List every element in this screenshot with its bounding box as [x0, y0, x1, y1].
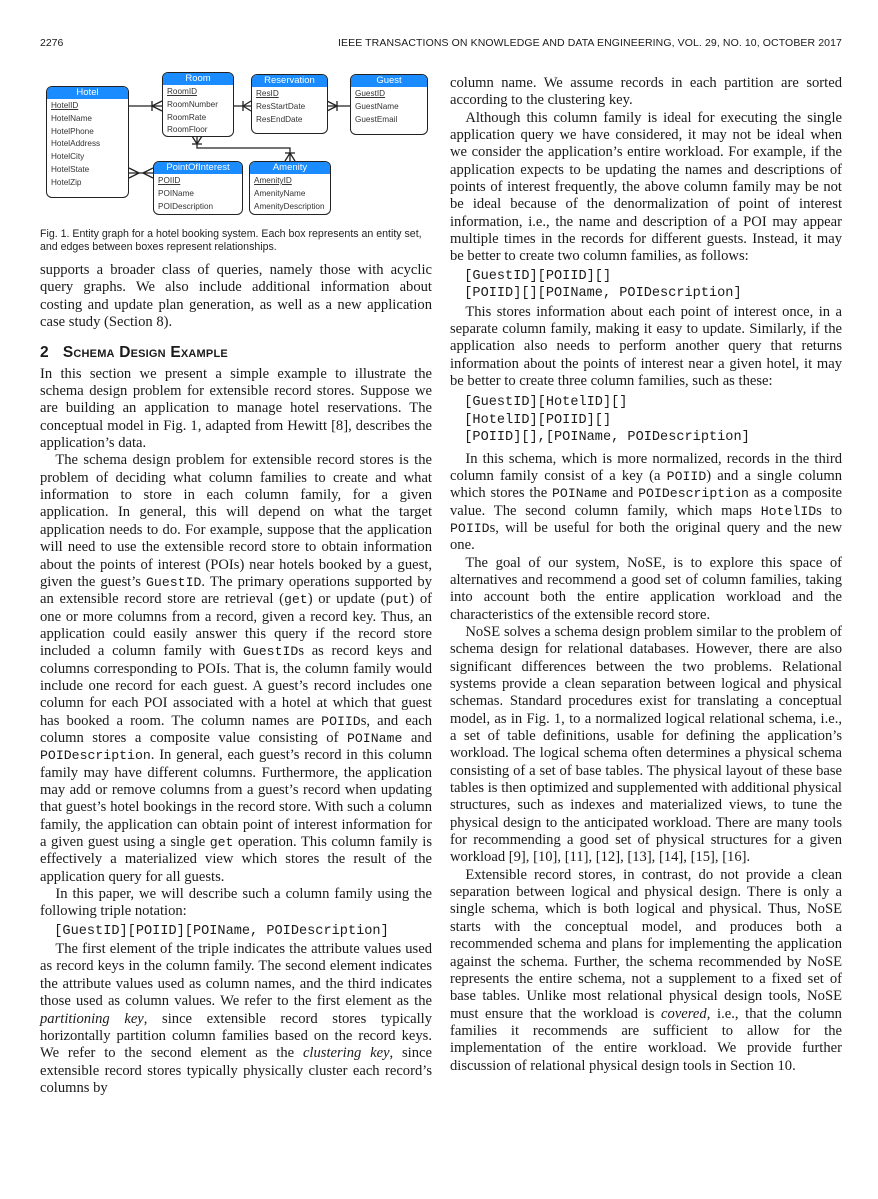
edge-room-amenity — [197, 136, 290, 161]
entity-title: Hotel — [47, 87, 128, 99]
entity-title: Guest — [351, 75, 427, 87]
inline-code: POIID — [321, 713, 361, 729]
entity-attribute: GuestName — [355, 101, 399, 111]
paragraph: supports a broader class of queries, namely those with acyclic query graphs. We also include additional information about costing and update plan generation, as well as a new application case study (Section 8). — [40, 262, 432, 331]
entity-attribute: ResEndDate — [256, 114, 303, 124]
inline-code: POIID — [666, 468, 707, 484]
inline-code: GuestID — [242, 644, 299, 660]
section-heading — [40, 344, 432, 361]
paragraph: The schema design problem for extensible record stores is the problem of deciding what column families to create and what information to store in each column family, for a given application. In general, this will depend on what the target application needs to do. For example, suppose that the application will need to use the extensible record store to obtain information about the points of interest (POIs) near hotels booked by a guest, given the guest’s GuestID. The primary operations supported by an extensible record store are retrieval (get) or update (put) of one or more columns from a record, given a record key. Thus, an application could easily answer this query if the record store included a column family with GuestIDs as record keys and columns corresponding to POIs. That is, the column family would include one record for each guest. A guest’s record includes one column for each POI associated with a hotel at which that guest has booked a room. The column names are POIIDs, and each column stores a composite value consisting of POIName and POIDescription. In general, each guest’s record in this column family may have different columns. Furthermore, the application may add or remove columns from a guest’s record when updating that guest’s hotel bookings in the record store. With such a column family, the application can obtain point of interest information for a given guest using a single get operation. This column family is effectively a materialized view which stores the result of the application query for all guests. — [40, 452, 432, 885]
left-column — [40, 262, 432, 1097]
primary-key-attribute: POIID — [158, 176, 181, 185]
inline-code: POIID — [450, 520, 490, 536]
inline-code: put — [385, 592, 410, 608]
entity-title: Reservation — [252, 75, 327, 87]
right-column — [450, 75, 842, 1075]
figure-caption: Fig. 1. Entity graph for a hotel booking system. Each box represents an entity set, and edges between boxes represent relationships. — [40, 228, 422, 253]
entity-attribute: GuestEmail — [355, 114, 398, 124]
entity-title: PointOfInterest — [154, 162, 242, 174]
paragraph: This stores information about each point of interest once, in a separate column family, making it easy to update. Similarly, if the application also needs to perform another query that returns information about the points of interest near a given hotel, it may be better to create three column families, such as these: — [450, 303, 842, 389]
code-block: [GuestID][POIID][] [POIID][][POIName, POIDescription] — [464, 268, 742, 302]
entity-attribute: HotelState — [51, 164, 90, 174]
primary-key-attribute: HotelID — [51, 101, 79, 110]
entity-hotel — [46, 86, 129, 198]
entity-reservation — [251, 74, 328, 134]
emphasis: clustering key — [302, 1045, 390, 1062]
inline-code: HotelID — [760, 503, 817, 519]
running-header — [40, 37, 842, 51]
inline-code: POIName — [346, 730, 403, 746]
entity-attribute: RoomFloor — [167, 125, 208, 135]
entity-attribute: HotelName — [51, 113, 92, 123]
inline-code: get — [209, 835, 234, 850]
inline-code: get — [283, 592, 308, 608]
paragraph: The goal of our system, NoSE, is to explore this space of alternatives and recommend a good set of column families, taking into account both the entire application workload and the characteristics of the extensible record store. — [450, 554, 842, 623]
section-number: 2 — [40, 344, 49, 362]
paragraph: In this paper, we will describe such a column family using the following triple notation: — [40, 886, 432, 920]
primary-key-attribute: GuestID — [355, 89, 386, 98]
inline-code: POIDescription — [638, 486, 749, 502]
paragraph: NoSE solves a schema design problem similar to the problem of schema design for relational databases. However, there are also significant differences between the two problems. Relational systems provide a clean separation between logical and physical schemas. Standard procedures exist for translating a conceptual model, as in Fig. 1, to a normalized logical relational schema, i.e., a set of table definitions, usable for defining the application’s workload. The logical schema often determines a physical schema consisting of a set of base tables. The physical layout of these base tables is then optimized and supplemented with additional physical structures, such as indexes and materialized views, to tune the physical design to the anticipated workload. There are many tools for recommending a good set of physical structures for a given workload [9], [10], [11], [12], [13], [14], [15], [16]. — [450, 623, 842, 866]
primary-key-attribute: ResID — [256, 89, 279, 98]
entity-attribute: HotelZip — [51, 177, 82, 187]
inline-code: POIDescription — [40, 748, 151, 764]
entity-room — [162, 72, 234, 137]
page-number: 2276 — [40, 37, 64, 49]
entity-attribute: AmenityDescription — [254, 201, 325, 211]
paragraph: Although this column family is ideal for executing the single application query we have considered, it may not be ideal when we consider the application’s entire workload. For example, if the application expects to be updating the names and descriptions of points of interest frequently, the above column family may be not be ideal because of the denormalization of point of interest information, i.e., the name and description of a POI may appear multiple times in the records for different guests. Instead, it may be better to create two column families, as follows: — [450, 109, 842, 265]
paragraph: column name. We assume records in each partition are sorted according to the clustering key. — [450, 75, 842, 109]
entity-attribute: HotelPhone — [51, 126, 94, 136]
primary-key-attribute: AmenityID — [254, 176, 292, 185]
entity-attribute: AmenityName — [254, 188, 306, 198]
inline-code: GuestID — [146, 574, 202, 590]
journal-header: IEEE TRANSACTIONS ON KNOWLEDGE AND DATA ENGINEERING, VOL. 29, NO. 10, OCTOBER 2017 — [338, 37, 842, 49]
entity-attribute: HotelAddress — [51, 139, 101, 149]
entity-attribute: RoomNumber — [167, 99, 218, 109]
entity-amenity — [249, 161, 331, 215]
entity-title: Amenity — [250, 162, 330, 174]
code-block: [GuestID][HotelID][] [HotelID][POIID][] [POIID][],[POIName, POIDescription] — [464, 395, 750, 446]
paragraph: In this schema, which is more normalized, records in the third column family consist of a key (a POIID) and a single column which stores the POIName and POIDescription as a composite value. The second column family, which maps HotelIDs to POIIDs, will be useful for both the original query and the new one. — [450, 450, 842, 554]
figure-entity-graph — [40, 66, 432, 226]
entity-attribute: RoomRate — [167, 112, 207, 122]
code-block: [GuestID][POIID][POIName, POIDescription] — [54, 923, 389, 939]
entity-point-of-interest — [153, 161, 243, 215]
emphasis: partitioning key — [40, 1010, 144, 1027]
entity-attribute: POIDescription — [158, 201, 214, 211]
primary-key-attribute: RoomID — [167, 87, 198, 96]
emphasis: covered — [661, 1005, 707, 1022]
inline-code: POIName — [552, 486, 608, 502]
paragraph: The first element of the triple indicates the attribute values used as record keys in the column family. The second element indicates the attribute values used as column names, and the third indicates those used as column values. We refer to the first element as the partitioning key, since extensible record stores typically horizontally partition column families based on the record keys. We refer to the second element as the clustering key, since extensible record stores typically physically cluster each record’s columns by — [40, 941, 432, 1096]
entity-attribute: ResStartDate — [256, 101, 306, 111]
entity-guest — [350, 74, 428, 135]
paragraph: In this section we present a simple example to illustrate the schema design problem for extensible record stores. Suppose we are building an application to manage hotel reservations. The conceptual model in Fig. 1, adapted from Hewitt [8], describes the application’s data. — [40, 365, 432, 452]
entity-title: Room — [163, 73, 233, 85]
paragraph: Extensible record stores, in contrast, do not provide a clean separation between logical and physical design. There is only a single schema, which is both logical and physical. Thus, NoSE starts with the conceptual model, and produces both a recommended schema and plans for implementing the application against the schema. Further, the schema recommended by NoSE represents the entire schema, not a supplement to a fixed set of base tables. Unlike most relational physical design tools, NoSE must ensure that the workload is covered, i.e., that the column families it recommends are sufficient to allow for the implementation of the entire workload. We provide further discussion of relational physical design tools in Section 10. — [450, 866, 842, 1074]
entity-attribute: HotelCity — [51, 152, 85, 162]
section-title: Schema Design Example — [62, 344, 228, 362]
entity-attribute: POIName — [158, 188, 194, 198]
